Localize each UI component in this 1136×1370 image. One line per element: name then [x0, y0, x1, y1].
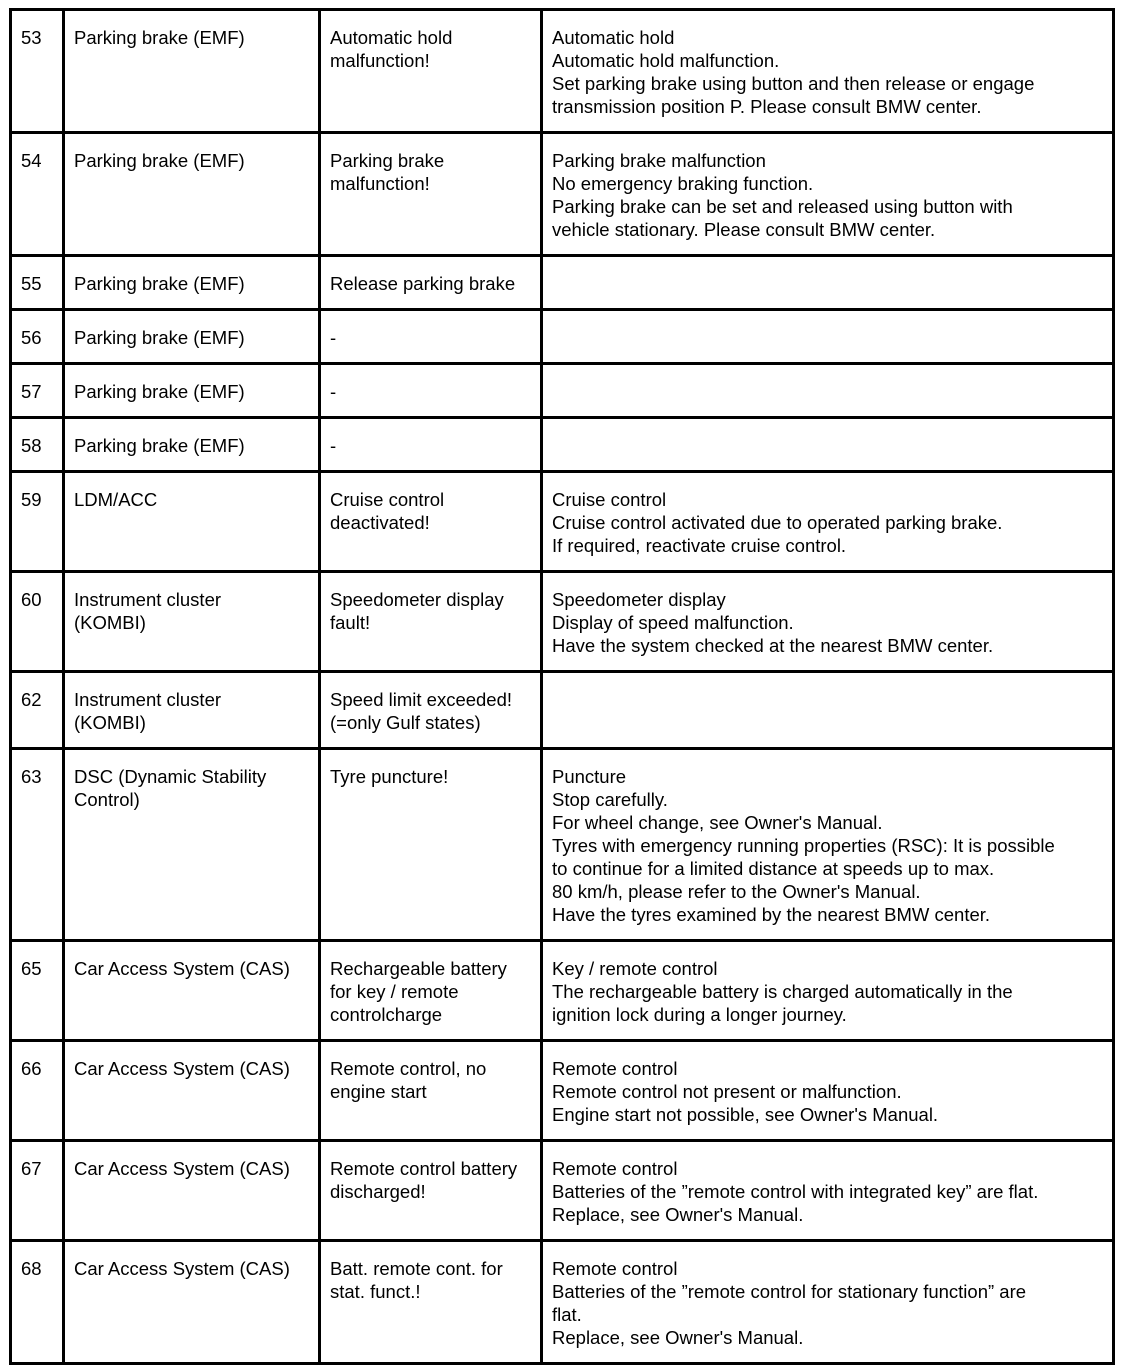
- message-cell: [320, 310, 542, 364]
- details-cell: [542, 572, 1114, 672]
- system-cell-line: Parking brake (EMF): [74, 435, 245, 456]
- details-cell-line: Parking brake malfunction: [552, 150, 766, 171]
- system-cell-line: Parking brake (EMF): [74, 327, 245, 348]
- table-body: [11, 10, 1114, 1364]
- details-cell: [542, 364, 1114, 418]
- message-number-cell: 58: [11, 418, 64, 472]
- message-cell-line: for key / remote: [330, 981, 459, 1002]
- message-cell: [320, 941, 542, 1041]
- table-row: [11, 133, 1114, 256]
- table-row: [11, 572, 1114, 672]
- message-number-cell: 57: [11, 364, 64, 418]
- message-cell-line: malfunction!: [330, 50, 430, 71]
- details-cell-line: transmission position P. Please consult BMW center.: [552, 96, 982, 117]
- system-cell: [64, 1241, 320, 1364]
- details-cell: [542, 749, 1114, 941]
- system-cell-line: LDM/ACC: [74, 489, 158, 510]
- details-cell-line: Have the tyres examined by the nearest BMW center.: [552, 904, 991, 925]
- details-cell-line: Remote control not present or malfunction.: [552, 1081, 902, 1102]
- details-cell-line: Key / remote control: [552, 958, 718, 979]
- message-cell-line: -: [330, 327, 337, 348]
- message-number-cell: 59: [11, 472, 64, 572]
- details-cell-line: Remote control: [552, 1158, 678, 1179]
- details-cell-line: Replace, see Owner's Manual.: [552, 1327, 804, 1348]
- message-number-cell: 63: [11, 749, 64, 941]
- details-cell-line: Batteries of the ”remote control for stationary function” are: [552, 1281, 1027, 1302]
- details-cell-line: Batteries of the ”remote control with integrated key” are flat.: [552, 1181, 1039, 1202]
- message-cell-line: deactivated!: [330, 512, 430, 533]
- message-number-cell: 68: [11, 1241, 64, 1364]
- system-cell-line: DSC (Dynamic Stability: [74, 766, 267, 787]
- system-cell: [64, 749, 320, 941]
- details-cell-line: If required, reactivate cruise control.: [552, 535, 847, 556]
- system-cell-line: Car Access System (CAS): [74, 1058, 290, 1079]
- details-cell-line: Display of speed malfunction.: [552, 612, 794, 633]
- message-number-cell: 55: [11, 256, 64, 310]
- system-cell: [64, 10, 320, 133]
- details-cell: [542, 1041, 1114, 1141]
- system-cell: [64, 472, 320, 572]
- system-cell: [64, 941, 320, 1041]
- table-row: [11, 364, 1114, 418]
- details-cell-line: ignition lock during a longer journey.: [552, 1004, 847, 1025]
- message-cell: [320, 133, 542, 256]
- table-row: [11, 749, 1114, 941]
- details-cell-line: Parking brake can be set and released using button with: [552, 196, 1013, 217]
- message-number-cell: 66: [11, 1041, 64, 1141]
- message-cell-line: Remote control, no: [330, 1058, 487, 1079]
- details-cell-line: Replace, see Owner's Manual.: [552, 1204, 804, 1225]
- table-row: [11, 1141, 1114, 1241]
- message-cell-line: Parking brake: [330, 150, 445, 171]
- message-cell-line: Speedometer display: [330, 589, 504, 610]
- message-cell-line: Batt. remote cont. for: [330, 1258, 503, 1279]
- system-cell: [64, 133, 320, 256]
- message-cell-line: -: [330, 381, 337, 402]
- details-cell-line: Have the system checked at the nearest BMW center.: [552, 635, 994, 656]
- table-row: [11, 418, 1114, 472]
- message-cell: [320, 672, 542, 749]
- details-cell-line: Tyres with emergency running properties (RSC): It is possible: [552, 835, 1055, 856]
- system-cell: [64, 1041, 320, 1141]
- details-cell-line: Automatic hold malfunction.: [552, 50, 780, 71]
- system-cell-line: Parking brake (EMF): [74, 273, 245, 294]
- system-cell-line: Parking brake (EMF): [74, 150, 245, 171]
- system-cell-line: Car Access System (CAS): [74, 1258, 290, 1279]
- system-cell: [64, 572, 320, 672]
- details-cell-line: Remote control: [552, 1258, 678, 1279]
- system-cell-line: Instrument cluster: [74, 589, 222, 610]
- system-cell: [64, 1141, 320, 1241]
- message-cell: [320, 749, 542, 941]
- details-cell: [542, 1141, 1114, 1241]
- table-row: [11, 256, 1114, 310]
- message-cell-line: controlcharge: [330, 1004, 443, 1025]
- message-cell: [320, 1141, 542, 1241]
- message-cell-line: Speed limit exceeded!: [330, 689, 513, 710]
- details-cell: [542, 1241, 1114, 1364]
- message-number-cell: 53: [11, 10, 64, 133]
- system-cell-line: Car Access System (CAS): [74, 1158, 290, 1179]
- message-number-cell: 54: [11, 133, 64, 256]
- details-cell: [542, 256, 1114, 310]
- details-cell-line: Set parking brake using button and then release or engage: [552, 73, 1035, 94]
- system-cell-line: Parking brake (EMF): [74, 381, 245, 402]
- system-cell-line: Car Access System (CAS): [74, 958, 290, 979]
- message-cell-line: (=only Gulf states): [330, 712, 481, 733]
- details-cell: [542, 418, 1114, 472]
- message-cell: [320, 418, 542, 472]
- details-cell: [542, 472, 1114, 572]
- details-cell-line: 80 km/h, please refer to the Owner's Manual.: [552, 881, 921, 902]
- details-cell: [542, 133, 1114, 256]
- message-cell-line: Release parking brake: [330, 273, 516, 294]
- message-number-cell: 65: [11, 941, 64, 1041]
- details-cell-line: For wheel change, see Owner's Manual.: [552, 812, 883, 833]
- system-cell-line: Instrument cluster: [74, 689, 222, 710]
- system-cell-line: Parking brake (EMF): [74, 27, 245, 48]
- details-cell-line: Engine start not possible, see Owner's Manual.: [552, 1104, 939, 1125]
- system-cell-line: Control): [74, 789, 140, 810]
- message-cell-line: Cruise control: [330, 489, 445, 510]
- table-row: [11, 1041, 1114, 1141]
- message-number-cell: 56: [11, 310, 64, 364]
- details-cell: [542, 672, 1114, 749]
- table-row: [11, 472, 1114, 572]
- table-row: [11, 672, 1114, 749]
- message-cell: [320, 1041, 542, 1141]
- message-cell-line: Rechargeable battery: [330, 958, 507, 979]
- details-cell-line: No emergency braking function.: [552, 173, 814, 194]
- details-cell-line: Stop carefully.: [552, 789, 668, 810]
- details-cell: [542, 10, 1114, 133]
- table-row: [11, 310, 1114, 364]
- details-cell-line: The rechargeable battery is charged automatically in the: [552, 981, 1013, 1002]
- details-cell-line: Speedometer display: [552, 589, 726, 610]
- details-cell-line: vehicle stationary. Please consult BMW center.: [552, 219, 936, 240]
- message-cell: [320, 256, 542, 310]
- details-cell-line: Cruise control activated due to operated parking brake.: [552, 512, 1003, 533]
- message-cell-line: Tyre puncture!: [330, 766, 449, 787]
- message-number-cell: 60: [11, 572, 64, 672]
- system-cell-line: (KOMBI): [74, 712, 146, 733]
- table-row: [11, 10, 1114, 133]
- table-row: [11, 941, 1114, 1041]
- message-cell: [320, 1241, 542, 1364]
- message-cell-line: malfunction!: [330, 173, 430, 194]
- message-number-cell: 67: [11, 1141, 64, 1241]
- details-cell-line: flat.: [552, 1304, 582, 1325]
- details-cell-line: Cruise control: [552, 489, 667, 510]
- details-cell: [542, 310, 1114, 364]
- details-cell-line: Automatic hold: [552, 27, 675, 48]
- message-number-cell: 62: [11, 672, 64, 749]
- details-cell-line: Remote control: [552, 1058, 678, 1079]
- message-cell: [320, 10, 542, 133]
- table-row: [11, 1241, 1114, 1364]
- message-cell-line: stat. funct.!: [330, 1281, 421, 1302]
- system-cell-line: (KOMBI): [74, 612, 146, 633]
- details-cell-line: Puncture: [552, 766, 627, 787]
- details-cell-line: to continue for a limited distance at speeds up to max.: [552, 858, 995, 879]
- details-cell: [542, 941, 1114, 1041]
- message-cell-line: fault!: [330, 612, 371, 633]
- system-cell: [64, 364, 320, 418]
- message-cell-line: Remote control battery: [330, 1158, 518, 1179]
- system-cell: [64, 256, 320, 310]
- message-cell-line: Automatic hold: [330, 27, 453, 48]
- system-cell: [64, 310, 320, 364]
- message-cell-line: engine start: [330, 1081, 427, 1102]
- message-cell: [320, 572, 542, 672]
- message-cell-line: discharged!: [330, 1181, 426, 1202]
- system-cell: [64, 418, 320, 472]
- message-cell-line: -: [330, 435, 337, 456]
- message-cell: [320, 364, 542, 418]
- message-cell: [320, 472, 542, 572]
- system-cell: [64, 672, 320, 749]
- check-control-messages-table: [9, 8, 1115, 1365]
